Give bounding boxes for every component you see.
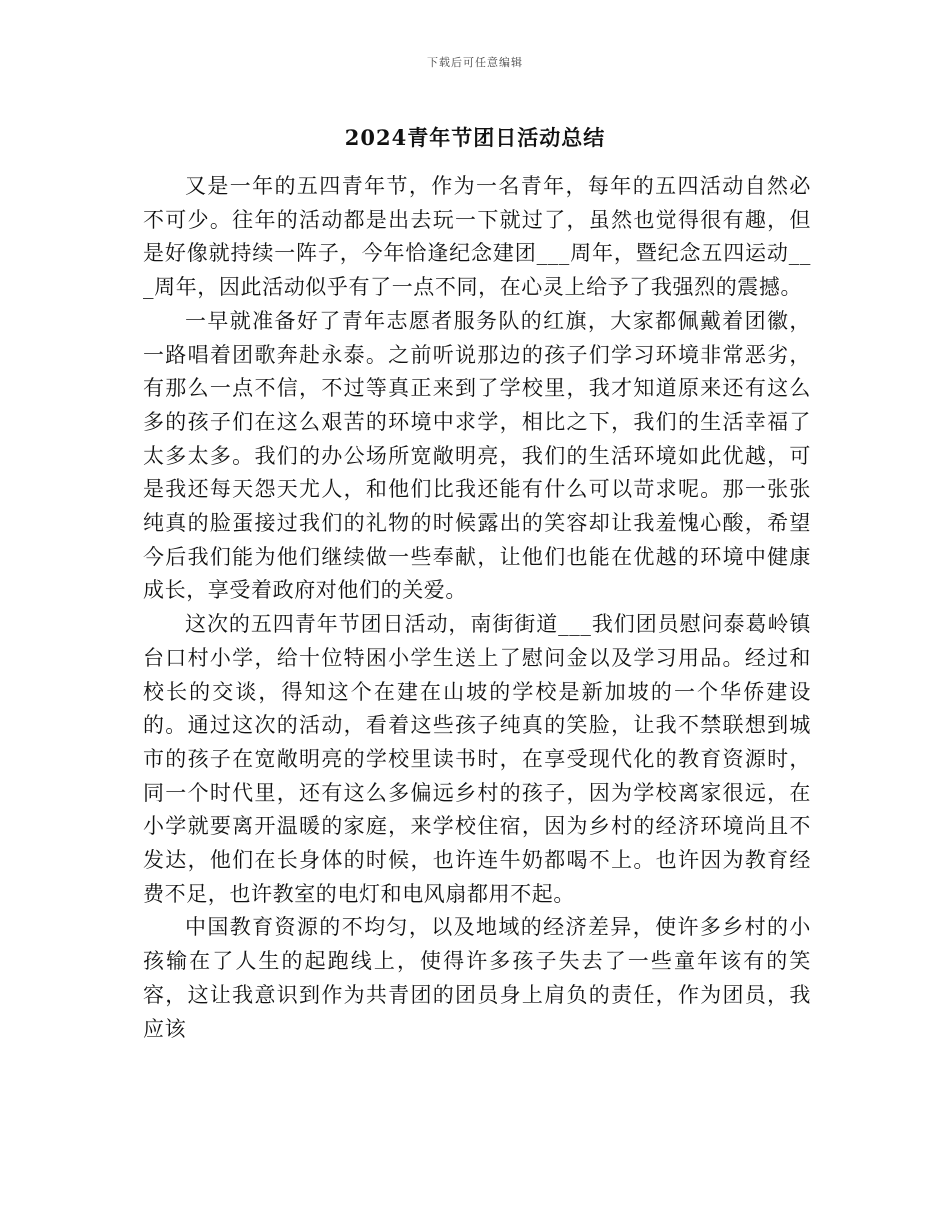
document-title: 2024青年节团日活动总结 bbox=[344, 125, 606, 150]
document-body bbox=[143, 170, 811, 1046]
header-note: 下载后可任意编辑 bbox=[427, 56, 523, 69]
paragraph-2: 一早就准备好了青年志愿者服务队的红旗，大家都佩戴着团徽，一路唱着团歌奔赴永泰。之前听说那边的孩子们学习环境非常恶劣，有那么一点不信，不过等真正来到了学校里，我才知道原来还有这么多的孩子们在这么艰苦的环境中求学，相比之下，我们的生活幸福了太多太多。我们的办公场所宽敞明亮，我们的生活环境如此优越，可是我还每天怨天尤人，和他们比我还能有什么可以苛求呢。那一张张纯真的脸蛋接过我们的礼物的时候露出的笑容却让我羞愧心酸，希望今后我们能为他们继续做一些奉献，让他们也能在优越的环境中健康成长，享受着政府对他们的关爱。 bbox=[143, 308, 811, 603]
paragraph-4: 中国教育资源的不均匀，以及地域的经济差异，使许多乡村的小孩输在了人生的起跑线上，使得许多孩子失去了一些童年该有的笑容，这让我意识到作为共青团的团员身上肩负的责任，作为团员，我应该 bbox=[143, 915, 811, 1041]
paragraph-1: 又是一年的五四青年节，作为一名青年，每年的五四活动自然必不可少。往年的活动都是出去玩一下就过了，虽然也觉得很有趣，但是好像就持续一阵子，今年恰逢纪念建团___周年，暨纪念五四运动___周年，因此活动似乎有了一点不同，在心灵上给予了我强烈的震撼。 bbox=[143, 174, 811, 300]
paragraph-3: 这次的五四青年节团日活动，南街街道___我们团员慰问泰葛岭镇台口村小学，给十位特困小学生送上了慰问金以及学习用品。经过和校长的交谈，得知这个在建在山坡的学校是新加坡的一个华侨建设的。通过这次的活动，看着这些孩子纯真的笑脸，让我不禁联想到城市的孩子在宽敞明亮的学校里读书时，在享受现代化的教育资源时，同一个时代里，还有这么多偏远乡村的孩子，因为学校离家很远，在小学就要离开温暖的家庭，来学校住宿，因为乡村的经济环境尚且不发达，他们在长身体的时候，也许连牛奶都喝不上。也许因为教育经费不足，也许教室的电灯和电风扇都用不起。 bbox=[143, 612, 811, 906]
